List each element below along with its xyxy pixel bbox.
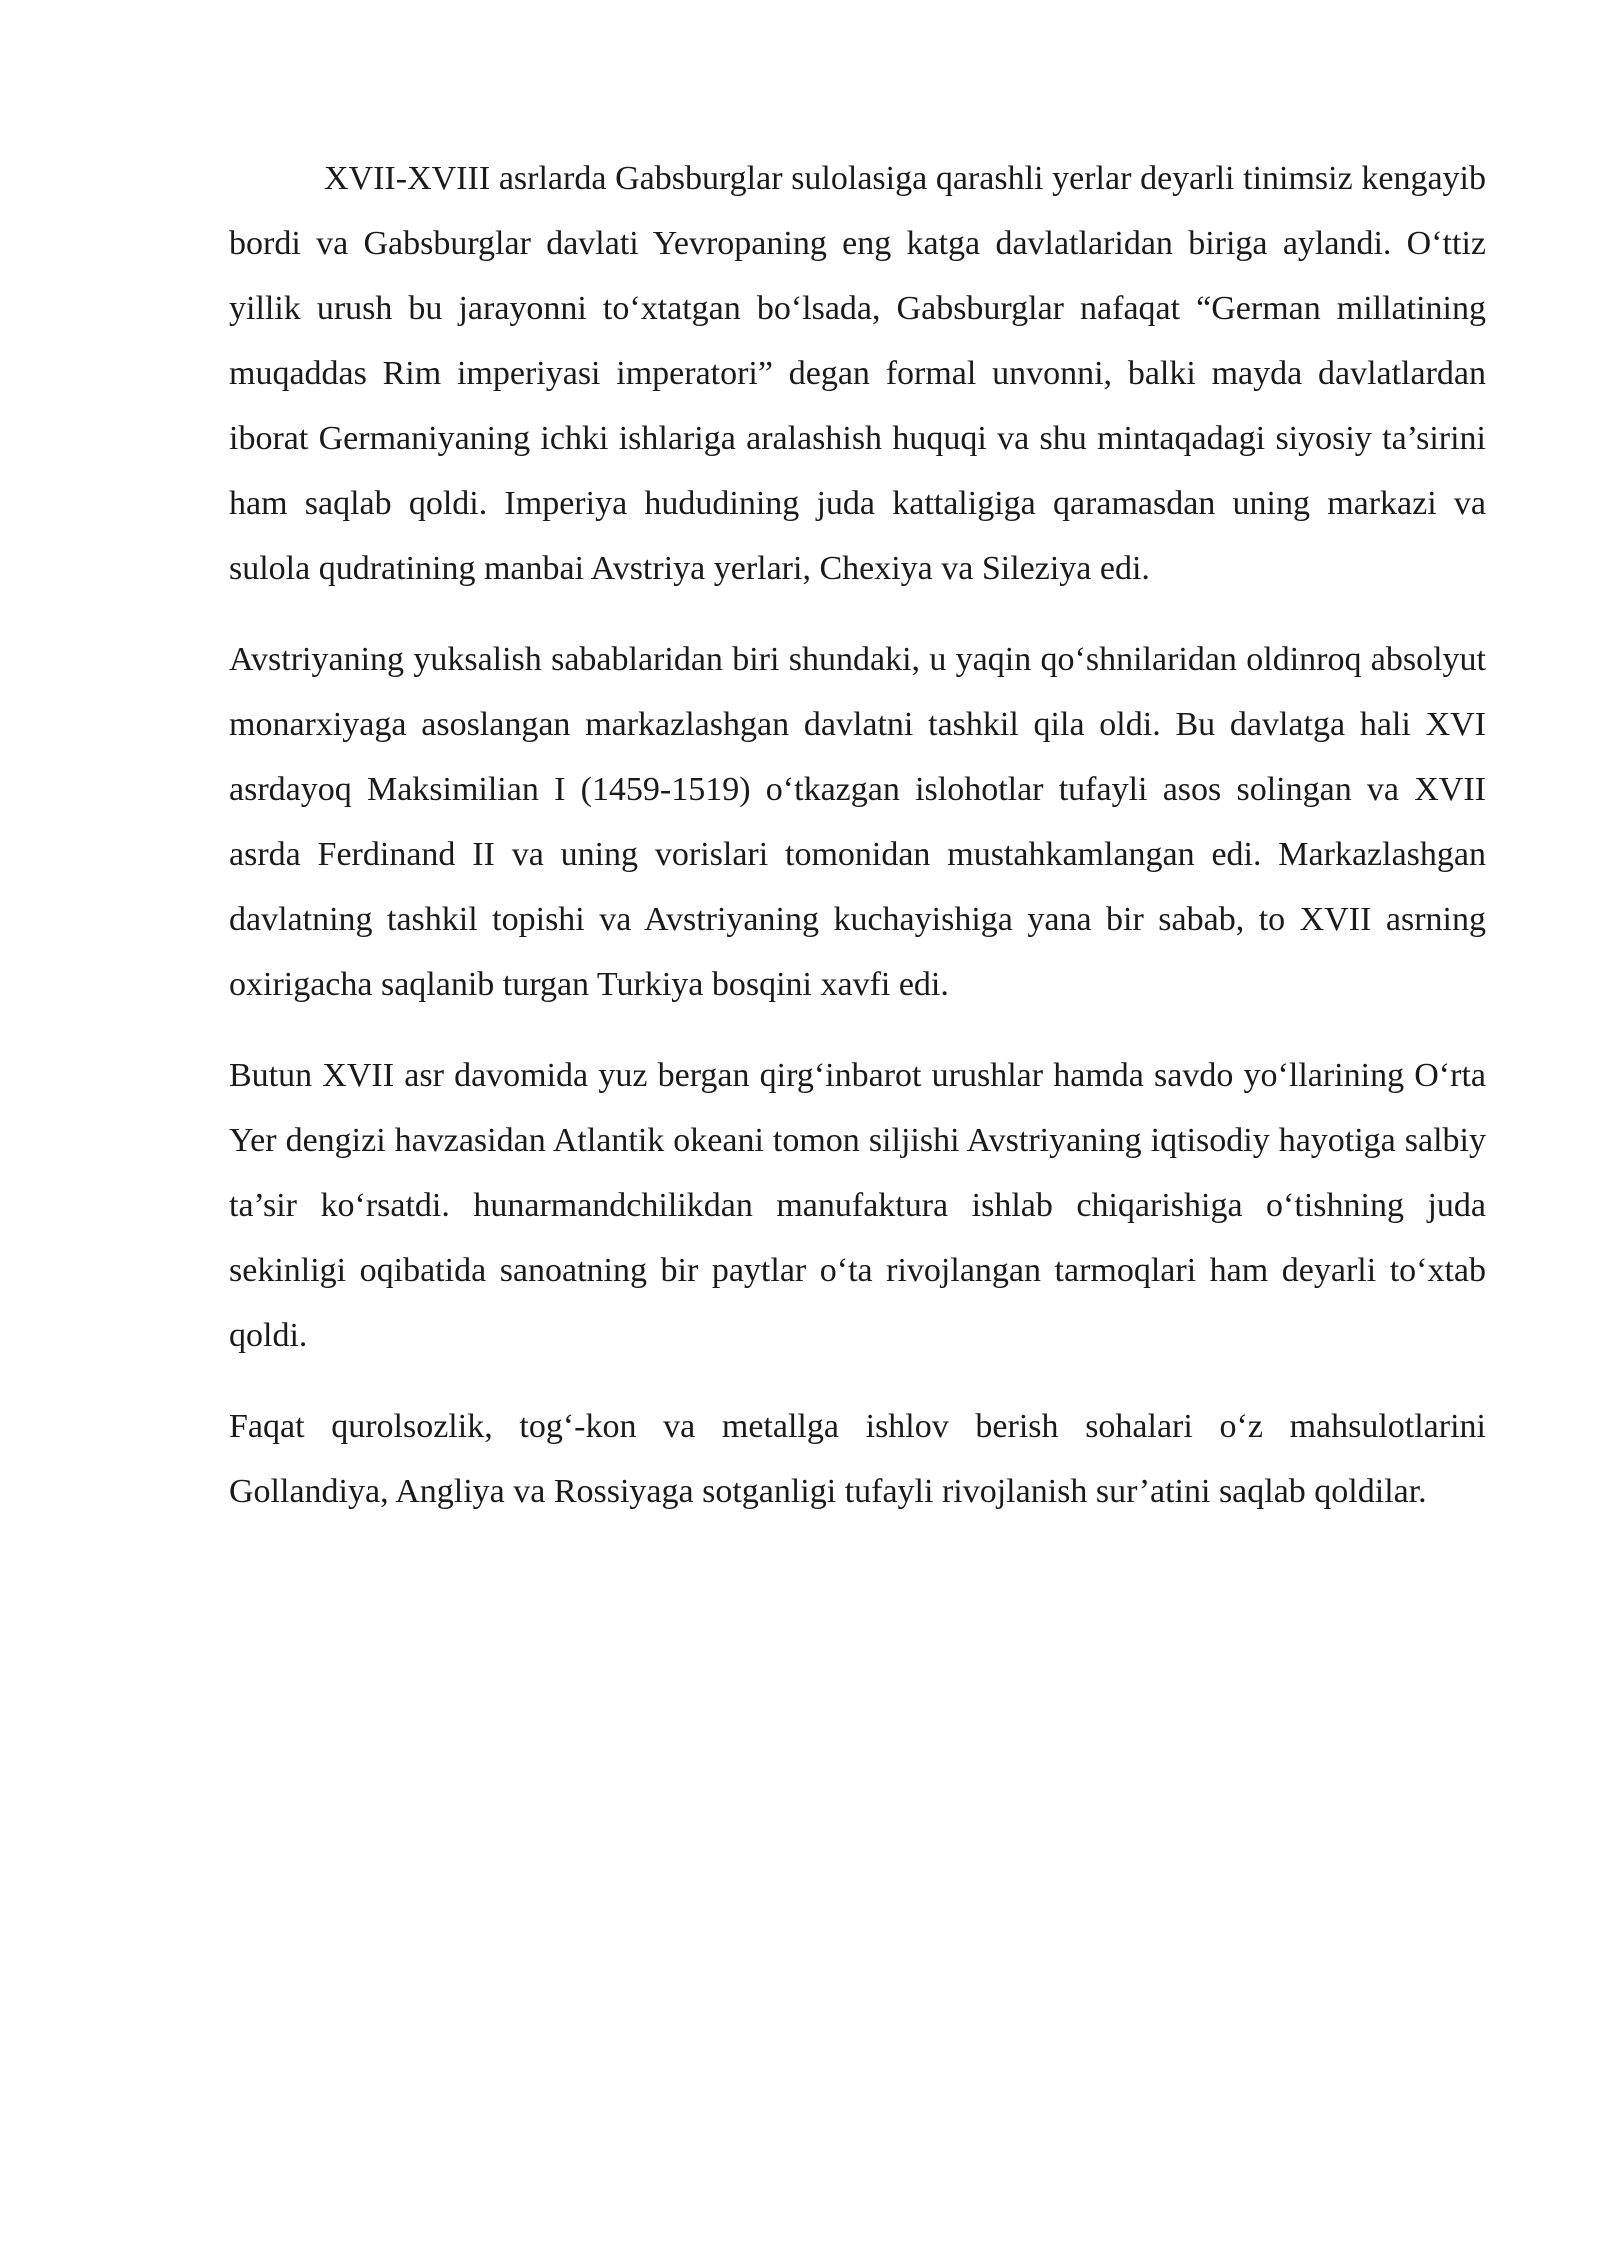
paragraph-1: XVII-XVIII asrlarda Gabsburglar sulolasiga qarashli yerlar deyarli tinimsiz kengayib bordi va Gabsburglar davlati Yevropaning eng katga davlatlaridan biriga aylandi. O‘ttiz yillik urush bu jarayonni to‘xtatgan bo‘lsada, Gabsburglar nafaqat “German millatining muqaddas Rim imperiyasi imperatori” degan formal unvonni, balki mayda davlatlardan iborat Germaniyaning ichki ishlariga aralashish huquqi va shu mintaqadagi siyosiy ta’sirini ham saqlab qoldi. Imperiya hududining juda kattaligiga qaramasdan uning markazi va sulola qudratining manbai Avstriya yerlari, Chexiya va Sileziya edi. bbox=[229, 160, 1486, 587]
body-text bbox=[229, 146, 1486, 1550]
paragraph-4: Faqat qurolsozlik, tog‘-kon va metallga ishlov berish sohalari o‘z mahsulotlarini Gollandiya, Angliya va Rossiyaga sotganligi tufayli rivojlanish sur’atini saqlab qoldilar. bbox=[229, 1408, 1486, 1510]
paragraph-3: Butun XVII asr davomida yuz bergan qirg‘inbarot urushlar hamda savdo yo‘llarining O‘rta Yer dengizi havzasidan Atlantik okeani tomon siljishi Avstriyaning iqtisodiy hayotiga salbiy ta’sir ko‘rsatdi. hunarmandchilikdan manufaktura ishlab chiqarishiga o‘tishning juda sekinligi oqibatida sanoatning bir paytlar o‘ta rivojlangan tarmoqlari ham deyarli to‘xtab qoldi. bbox=[229, 1057, 1486, 1354]
paragraph-2: Avstriyaning yuksalish sabablaridan biri shundaki, u yaqin qo‘shnilaridan oldinroq absolyut monarxiyaga asoslangan markazlashgan davlatni tashkil qila oldi. Bu davlatga hali XVI asrdayoq Maksimilian I (1459-1519) o‘tkazgan islohotlar tufayli asos solingan va XVII asrda Ferdinand II va uning vorislari tomonidan mustahkamlangan edi. Markazlashgan davlatning tashkil topishi va Avstriyaning kuchayishiga yana bir sabab, to XVII asrning oxirigacha saqlanib turgan Turkiya bosqini xavfi edi. bbox=[229, 641, 1486, 1003]
